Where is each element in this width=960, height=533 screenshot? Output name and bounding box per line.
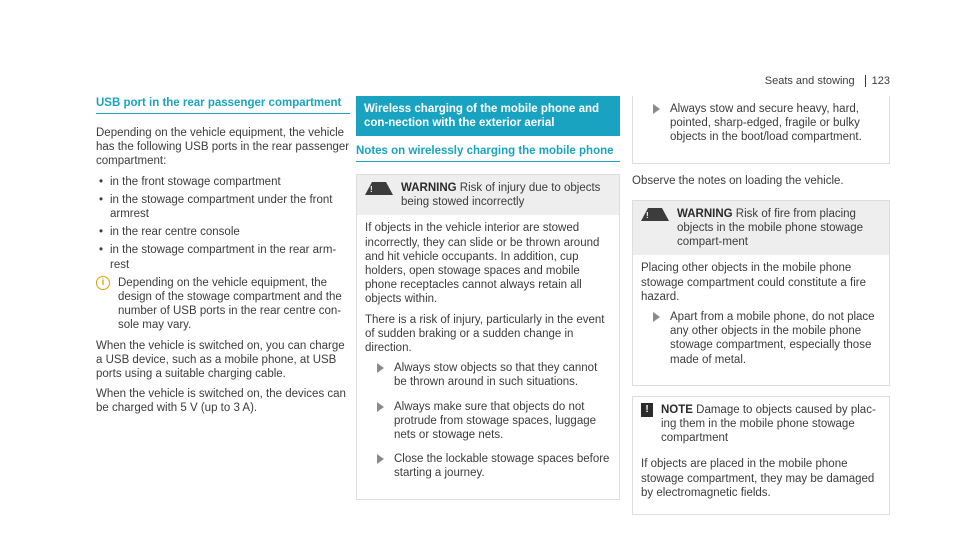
step-text: Close the lockable stowage spaces before starting a journey. (394, 453, 610, 480)
notice-body (633, 451, 889, 514)
info-note (96, 276, 350, 333)
usb-port-list (96, 175, 350, 272)
warning-header (357, 175, 619, 215)
usb-intro: Depending on the vehicle equipment, the vehicle has the following USB ports in the rear passenger compartment: (96, 127, 350, 168)
usb-para-voltage: When the vehicle is switched on, the devices can be charged with 5 V (up to 3 A). (96, 388, 346, 415)
warning-label: WARNING (677, 207, 733, 220)
step-text: Always stow objects so that they cannot be thrown around in such situations. (394, 362, 598, 389)
step-text: Always make sure that objects do not protrude from stowage spaces, luggage nets or stowage nets. (394, 400, 597, 442)
warning-triangle-icon: ! (365, 182, 393, 195)
page-number: 123 (865, 75, 890, 87)
list-item: • in the stowage compartment in the rear arm-rest (96, 243, 350, 271)
list-item: • in the front stowage compartment (96, 175, 350, 189)
warning-text: If objects in the vehicle interior are stowed incorrectly, they can slide or be thrown around and hit vehicle occupants. In addition, cup holders, open stowage spaces and mobile phone receptacles cannot always retain all objects within. (365, 222, 600, 306)
notice-header (633, 397, 889, 452)
warning-header (633, 201, 889, 256)
arrow-right-icon (377, 402, 384, 412)
warning-box-fire (632, 200, 890, 386)
warning-body (633, 255, 889, 384)
list-item: • in the stowage compartment under the front armrest (96, 193, 350, 221)
arrow-right-icon (653, 104, 660, 114)
step-text: Apart from a mobile phone, do not place any other objects in the mobile phone stowage compartment, especially those made of metal. (670, 311, 875, 366)
warning-text: Placing other objects in the mobile phone stowage compartment could constitute a fire hazard. (641, 262, 867, 303)
step-item (641, 310, 881, 367)
section-title-usb: USB port in the rear passenger compartment (96, 96, 350, 114)
notice-label: NOTE (661, 403, 693, 416)
column-continued (632, 96, 890, 525)
info-icon: i (96, 276, 110, 290)
notice-box-damage (632, 396, 890, 515)
section-name: Seats and stowing (764, 75, 855, 87)
list-item: • in the rear centre console (96, 225, 350, 239)
warning-box-injury (356, 174, 620, 500)
warning-title: Risk of injury due to objects being stowed incorrectly (401, 182, 601, 209)
notice-text: If objects are placed in the mobile phone stowage compartment, they may be damaged by electromagnetic fields. (641, 458, 875, 499)
warning-title: Risk of fire from placing objects in the mobile phone stowage compart-ment (677, 207, 864, 249)
section-band-wireless: Wireless charging of the mobile phone and con-nection with the exterior aerial (356, 96, 620, 136)
observe-text: Observe the notes on loading the vehicle. (632, 174, 844, 187)
running-head (750, 75, 890, 87)
column-wireless (356, 96, 620, 510)
notice-title: Damage to objects caused by plac-ing them in the mobile phone stowage compartment (661, 403, 876, 445)
step-text: Always stow and secure heavy, hard, pointed, sharp-edged, fragile or bulky objects in the boot/load compartment. (670, 103, 862, 144)
subsection-title: Notes on wirelessly charging the mobile phone (356, 144, 620, 162)
warning-box-continued (632, 96, 890, 164)
info-note-text: Depending on the vehicle equipment, the design of the stowage compartment and the number of USB ports in the rear centre con-sole may vary. (118, 276, 342, 332)
warning-text: There is a risk of injury, particularly in the event of sudden braking or a sudden change in direction. (365, 313, 605, 355)
exclamation-icon: ! (641, 403, 653, 417)
step-item (365, 452, 611, 480)
warning-body (357, 215, 619, 498)
step-item (365, 361, 611, 389)
warning-triangle-icon: ! (641, 208, 669, 221)
usb-para-charge: When the vehicle is switched on, you can charge a USB device, such as a mobile phone, at USB ports using a suitable charging cable. (96, 339, 345, 381)
step-item (365, 400, 611, 443)
step-item (641, 102, 881, 145)
arrow-right-icon (377, 363, 384, 373)
arrow-right-icon (377, 454, 384, 464)
warning-label: WARNING (401, 182, 457, 194)
column-usb (96, 96, 350, 422)
arrow-right-icon (653, 312, 660, 322)
